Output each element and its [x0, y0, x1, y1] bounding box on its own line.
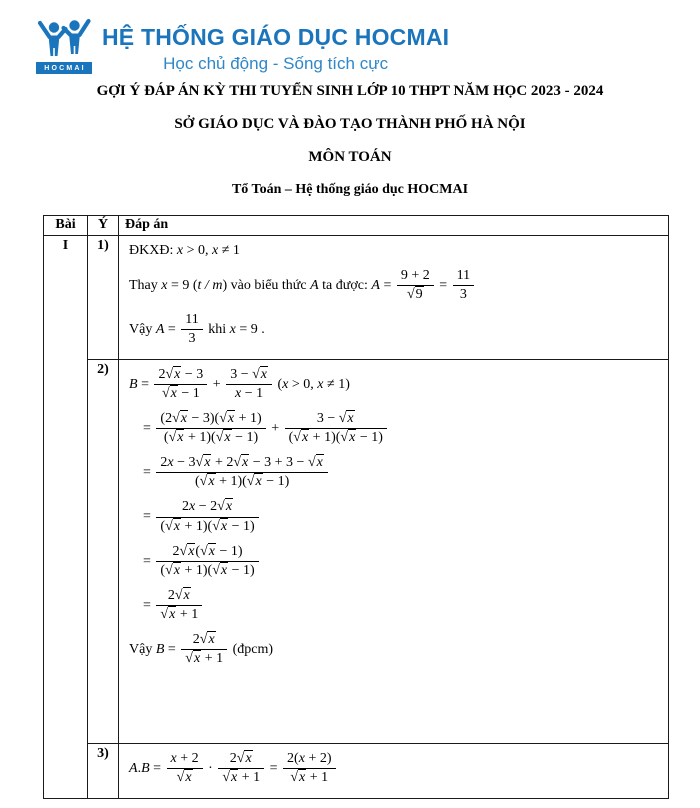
sqrt-radical: √x	[233, 455, 249, 471]
sqrt-radical: √x	[217, 499, 233, 515]
answer-line: ĐKXĐ: x > 0, x ≠ 1	[129, 243, 240, 258]
sqrt-radical: √x	[199, 474, 215, 490]
hocmai-logo	[36, 16, 92, 74]
cell-answer-1	[119, 236, 669, 360]
header-bai: Bài	[44, 216, 88, 236]
sqrt-radical: √x	[165, 562, 180, 578]
fraction: $\frac{9 + 2}{√9}$	[397, 268, 434, 303]
logo-figures-icon	[37, 16, 91, 60]
answer-line: A.B = $\frac{x + 2}{√x}$ · $\frac{2√x}{√x + 1}$ = $\frac{2(x + 2)}{√x + 1}$	[129, 750, 660, 787]
cell-answer-2	[119, 359, 669, 743]
fraction: $\frac{2√x}{√x + 1}$	[156, 588, 202, 623]
fraction: $\frac{2√x - 3}{√x - 1}$	[154, 367, 207, 402]
fraction: $\frac{2√x}{√x + 1}$	[181, 632, 227, 667]
sqrt-radical: √x	[338, 411, 354, 427]
sqrt-radical: √x	[236, 750, 252, 766]
sqrt-radical: √x	[174, 587, 190, 603]
title-exam: GỢI Ý ĐÁP ÁN KỲ THI TUYỂN SINH LỚP 10 THPT NĂM HỌC 2023 - 2024	[96, 83, 604, 99]
sqrt-radical: √x	[199, 632, 215, 647]
fraction: $\frac{3 - √x}{(√x + 1)(√x - 1)}$	[285, 411, 387, 446]
brand-tagline: Học chủ động - Sống tích cực	[163, 54, 389, 73]
sqrt-radical: √x	[161, 385, 177, 401]
cell-y-2: 2)	[88, 359, 119, 743]
brand-text	[102, 16, 449, 74]
fraction: $\frac{(2√x - 3)(√x + 1)}{(√x + 1)(√x - 1)}$	[156, 411, 265, 446]
title-department: SỞ GIÁO DỤC VÀ ĐÀO TẠO THÀNH PHỐ HÀ NỘI	[174, 116, 526, 132]
sqrt-radical: √x	[307, 455, 323, 471]
sqrt-radical: √x	[212, 518, 228, 534]
sqrt-radical: √x	[219, 411, 235, 427]
sqrt-radical: √x	[200, 543, 215, 559]
sqrt-radical: √x	[168, 430, 184, 446]
answer-line: B = $\frac{2√x - 3}{√x - 1}$ + $\frac{3 - √x}{x - 1}$ (x > 0, x ≠ 1)	[129, 366, 350, 401]
answer-line: Vậy B = $\frac{2√x}{√x + 1}$ (đpcm)	[129, 632, 274, 667]
brand-name: HỆ THỐNG GIÁO DỤC HOCMAI	[102, 24, 450, 50]
fraction: $\frac{2x - 2√x}{(√x + 1)(√x - 1)}$	[156, 499, 258, 534]
logo-wordmark: HOCMAI	[36, 62, 92, 74]
sqrt-radical: √x	[215, 430, 231, 446]
answer-line: Thay x = 9 (t / m) vào biểu thức A ta được: A = $\frac{9 + 2}{√9}$ = $\frac{11}{3}$	[129, 267, 660, 304]
title-team: Tổ Toán – Hệ thống giáo dục HOCMAI	[231, 182, 469, 197]
fraction: $\frac{11}{3}$	[453, 268, 474, 303]
header-dap-an: Đáp án	[119, 216, 669, 236]
table-row	[44, 743, 669, 798]
sqrt-radical: √x	[222, 769, 238, 785]
sqrt-radical: √x	[290, 769, 306, 785]
cell-y-1: 1)	[88, 236, 119, 360]
sqrt-radical: √x	[165, 518, 180, 534]
header-y: Ý	[88, 216, 119, 236]
answer-line: = $\frac{(2√x - 3)(√x + 1)}{(√x + 1)(√x - 1)}$ + $\frac{3 - √x}{(√x + 1)(√x - 1)}$	[143, 410, 660, 447]
document-titles	[0, 83, 700, 198]
sqrt-radical: √x	[176, 769, 192, 785]
table-header-row	[44, 216, 669, 236]
answer-line: = $\frac{2√x}{√x + 1}$	[143, 587, 660, 624]
cell-bai: I	[44, 236, 88, 799]
sqrt-radical: √x	[160, 606, 176, 622]
fraction: $\frac{2√x(√x - 1)}{(√x + 1)(√x - 1)}$	[156, 544, 258, 579]
sqrt-radical: √x	[293, 430, 309, 446]
sqrt-radical: √x	[252, 366, 267, 382]
fraction: $\frac{3 - √x}{x - 1}$	[226, 367, 272, 402]
sqrt-radical: √9	[406, 286, 423, 302]
sqrt-radical: √x	[212, 562, 228, 578]
sqrt-radical: √x	[179, 543, 195, 559]
answer-line: = $\frac{2x - 3√x + 2√x - 3 + 3 - √x}{(√x + 1)(√x - 1)}$	[143, 454, 660, 491]
answer-line: = $\frac{2x - 2√x}{(√x + 1)(√x - 1)}$	[143, 498, 660, 535]
sqrt-radical: √x	[165, 366, 181, 382]
answer-table	[43, 215, 669, 799]
table-row	[44, 359, 669, 743]
cell-answer-3	[119, 743, 669, 798]
sqrt-radical: √x	[340, 430, 356, 446]
cell-y-3: 3)	[88, 743, 119, 798]
sqrt-radical: √x	[185, 651, 201, 667]
fraction: $\frac{x + 2}{√x}$	[167, 751, 203, 786]
fraction: $\frac{2x - 3√x + 2√x - 3 + 3 - √x}{(√x + 1)(√x - 1)}$	[156, 455, 327, 490]
answer-line: Vậy A = $\frac{11}{3}$ khi x = 9 .	[129, 311, 265, 346]
fraction: $\frac{2√x}{√x + 1}$	[218, 751, 264, 786]
sqrt-radical: √x	[172, 411, 187, 427]
fraction: $\frac{2(x + 2)}{√x + 1}$	[283, 751, 335, 786]
answer-line: = $\frac{2√x(√x - 1)}{(√x + 1)(√x - 1)}$	[143, 543, 660, 580]
fraction: $\frac{11}{3}$	[181, 312, 202, 347]
title-subject: MÔN TOÁN	[308, 149, 392, 165]
sqrt-radical: √x	[246, 474, 262, 490]
brand-header	[0, 0, 700, 74]
table-row	[44, 236, 669, 360]
sqrt-radical: √x	[195, 455, 211, 471]
